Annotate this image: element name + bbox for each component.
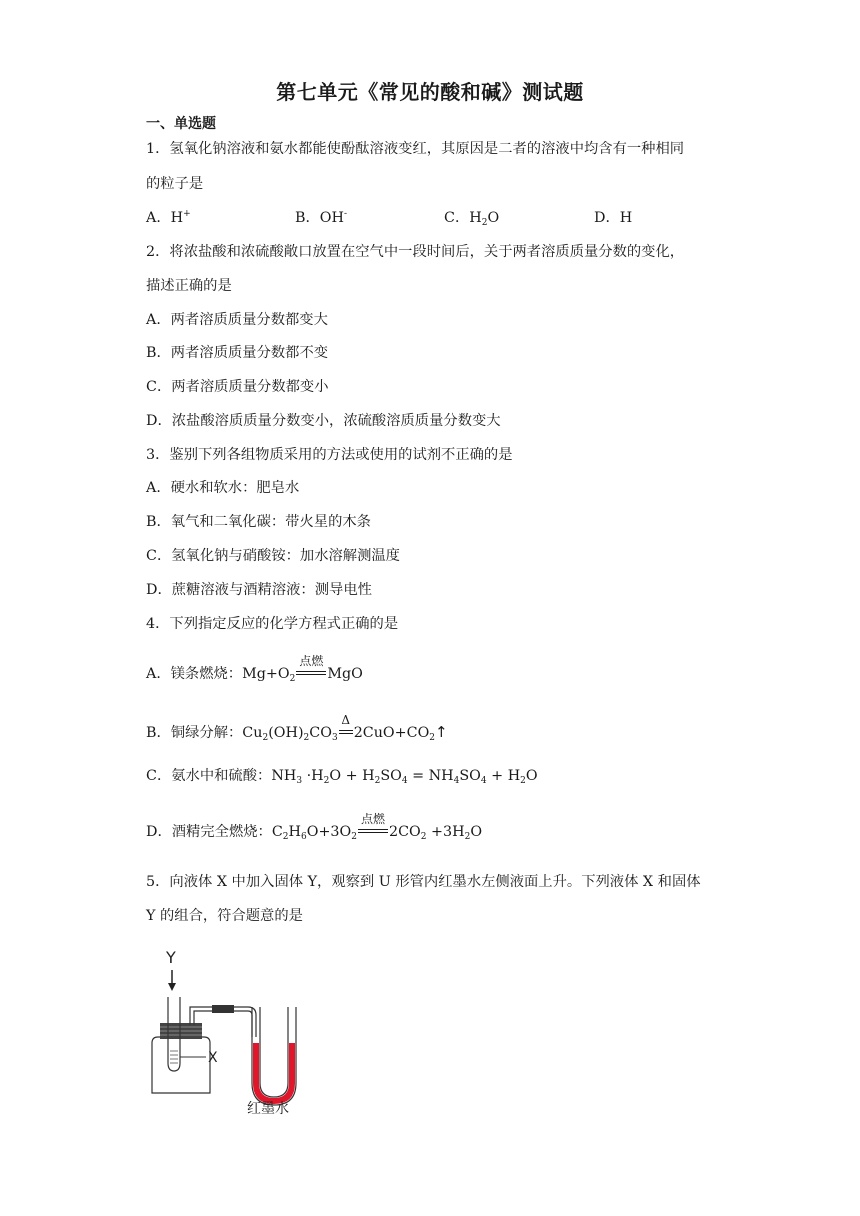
red-ink-liquid: [253, 1043, 295, 1104]
q2-option-a: A．两者溶质质量分数都变大: [146, 312, 328, 328]
q5-stem-line-2: Y 的组合，符合题意的是: [146, 908, 303, 924]
figure-label-y: Y: [166, 948, 176, 967]
q2-stem-line-2: 描述正确的是: [146, 278, 232, 294]
apparatus-figure: [140, 945, 320, 1120]
q4-option-a: A．镁条燃烧：$Mg+O_2$ 点燃 MgO: [146, 654, 363, 684]
rubber-connector-icon: [212, 1005, 234, 1013]
section-heading: 一、单选题: [146, 116, 216, 132]
q2-stem-line-1: 2．将浓盐酸和浓硫酸敞口放置在空气中一段时间后，关于两者溶质质量分数的变化，: [146, 244, 685, 260]
q1-option-c: C．$H_2O$: [444, 210, 500, 228]
q4-option-b: B．铜绿分解：$Cu_2(OH)_2CO_3$ Δ $2CuO+CO_2↑$: [146, 713, 448, 743]
q4-option-c: C．氨水中和硫酸：$NH_3 \cdot H_2O + H_2SO_4 = NH_4SO_4 + H_2O$: [146, 768, 538, 786]
q1-stem-line-1: 1．氢氧化钠溶液和氨水都能使酚酞溶液变红，其原因是二者的溶液中均含有一种相同: [146, 141, 685, 157]
q4-option-d: D．酒精完全燃烧：$C_2H_6O+3O_2$ 点燃 $2CO_2 +3H_2O$: [146, 812, 483, 842]
q3-option-c: C．氢氧化钠与硝酸铵：加水溶解测温度: [146, 548, 400, 564]
q1-option-d: D．H: [594, 210, 633, 226]
q3-stem: 3．鉴别下列各组物质采用的方法或使用的试剂不正确的是: [146, 447, 513, 463]
q3-option-a: A．硬水和软水：肥皂水: [146, 480, 300, 496]
q2-option-d: D．浓盐酸溶质质量分数变小，浓硫酸溶质质量分数变大: [146, 413, 501, 429]
gas-arrow-icon: ↑: [435, 723, 448, 741]
q2-option-c: C．两者溶质质量分数都变小: [146, 379, 329, 395]
q3-option-b: B．氧气和二氧化碳：带火星的木条: [146, 514, 371, 530]
q4-stem: 4．下列指定反应的化学方程式正确的是: [146, 616, 399, 632]
ignite-equals-sign: 点燃: [296, 668, 326, 680]
figure-label-x: X: [208, 1050, 218, 1066]
figure-label-ink: 红墨水: [247, 1101, 289, 1117]
q5-stem-line-1: 5．向液体 X 中加入固体 Y，观察到 U 形管内红墨水左侧液面上升。下列液体 X 和固体: [146, 874, 701, 890]
q1-option-a: A．H+: [146, 209, 191, 226]
bottle-icon: [152, 1037, 210, 1093]
q2-option-b: B．两者溶质质量分数都不变: [146, 345, 329, 361]
q1-option-b: B．OH-: [295, 209, 348, 226]
q1-stem-line-2: 的粒子是: [146, 176, 204, 192]
ignite-equals-sign: 点燃: [358, 826, 388, 838]
page-title: 第七单元《常见的酸和碱》测试题: [276, 80, 584, 104]
q3-option-d: D．蔗糖溶液与酒精溶液：测导电性: [146, 582, 372, 598]
heat-equals-sign: Δ: [339, 727, 353, 739]
